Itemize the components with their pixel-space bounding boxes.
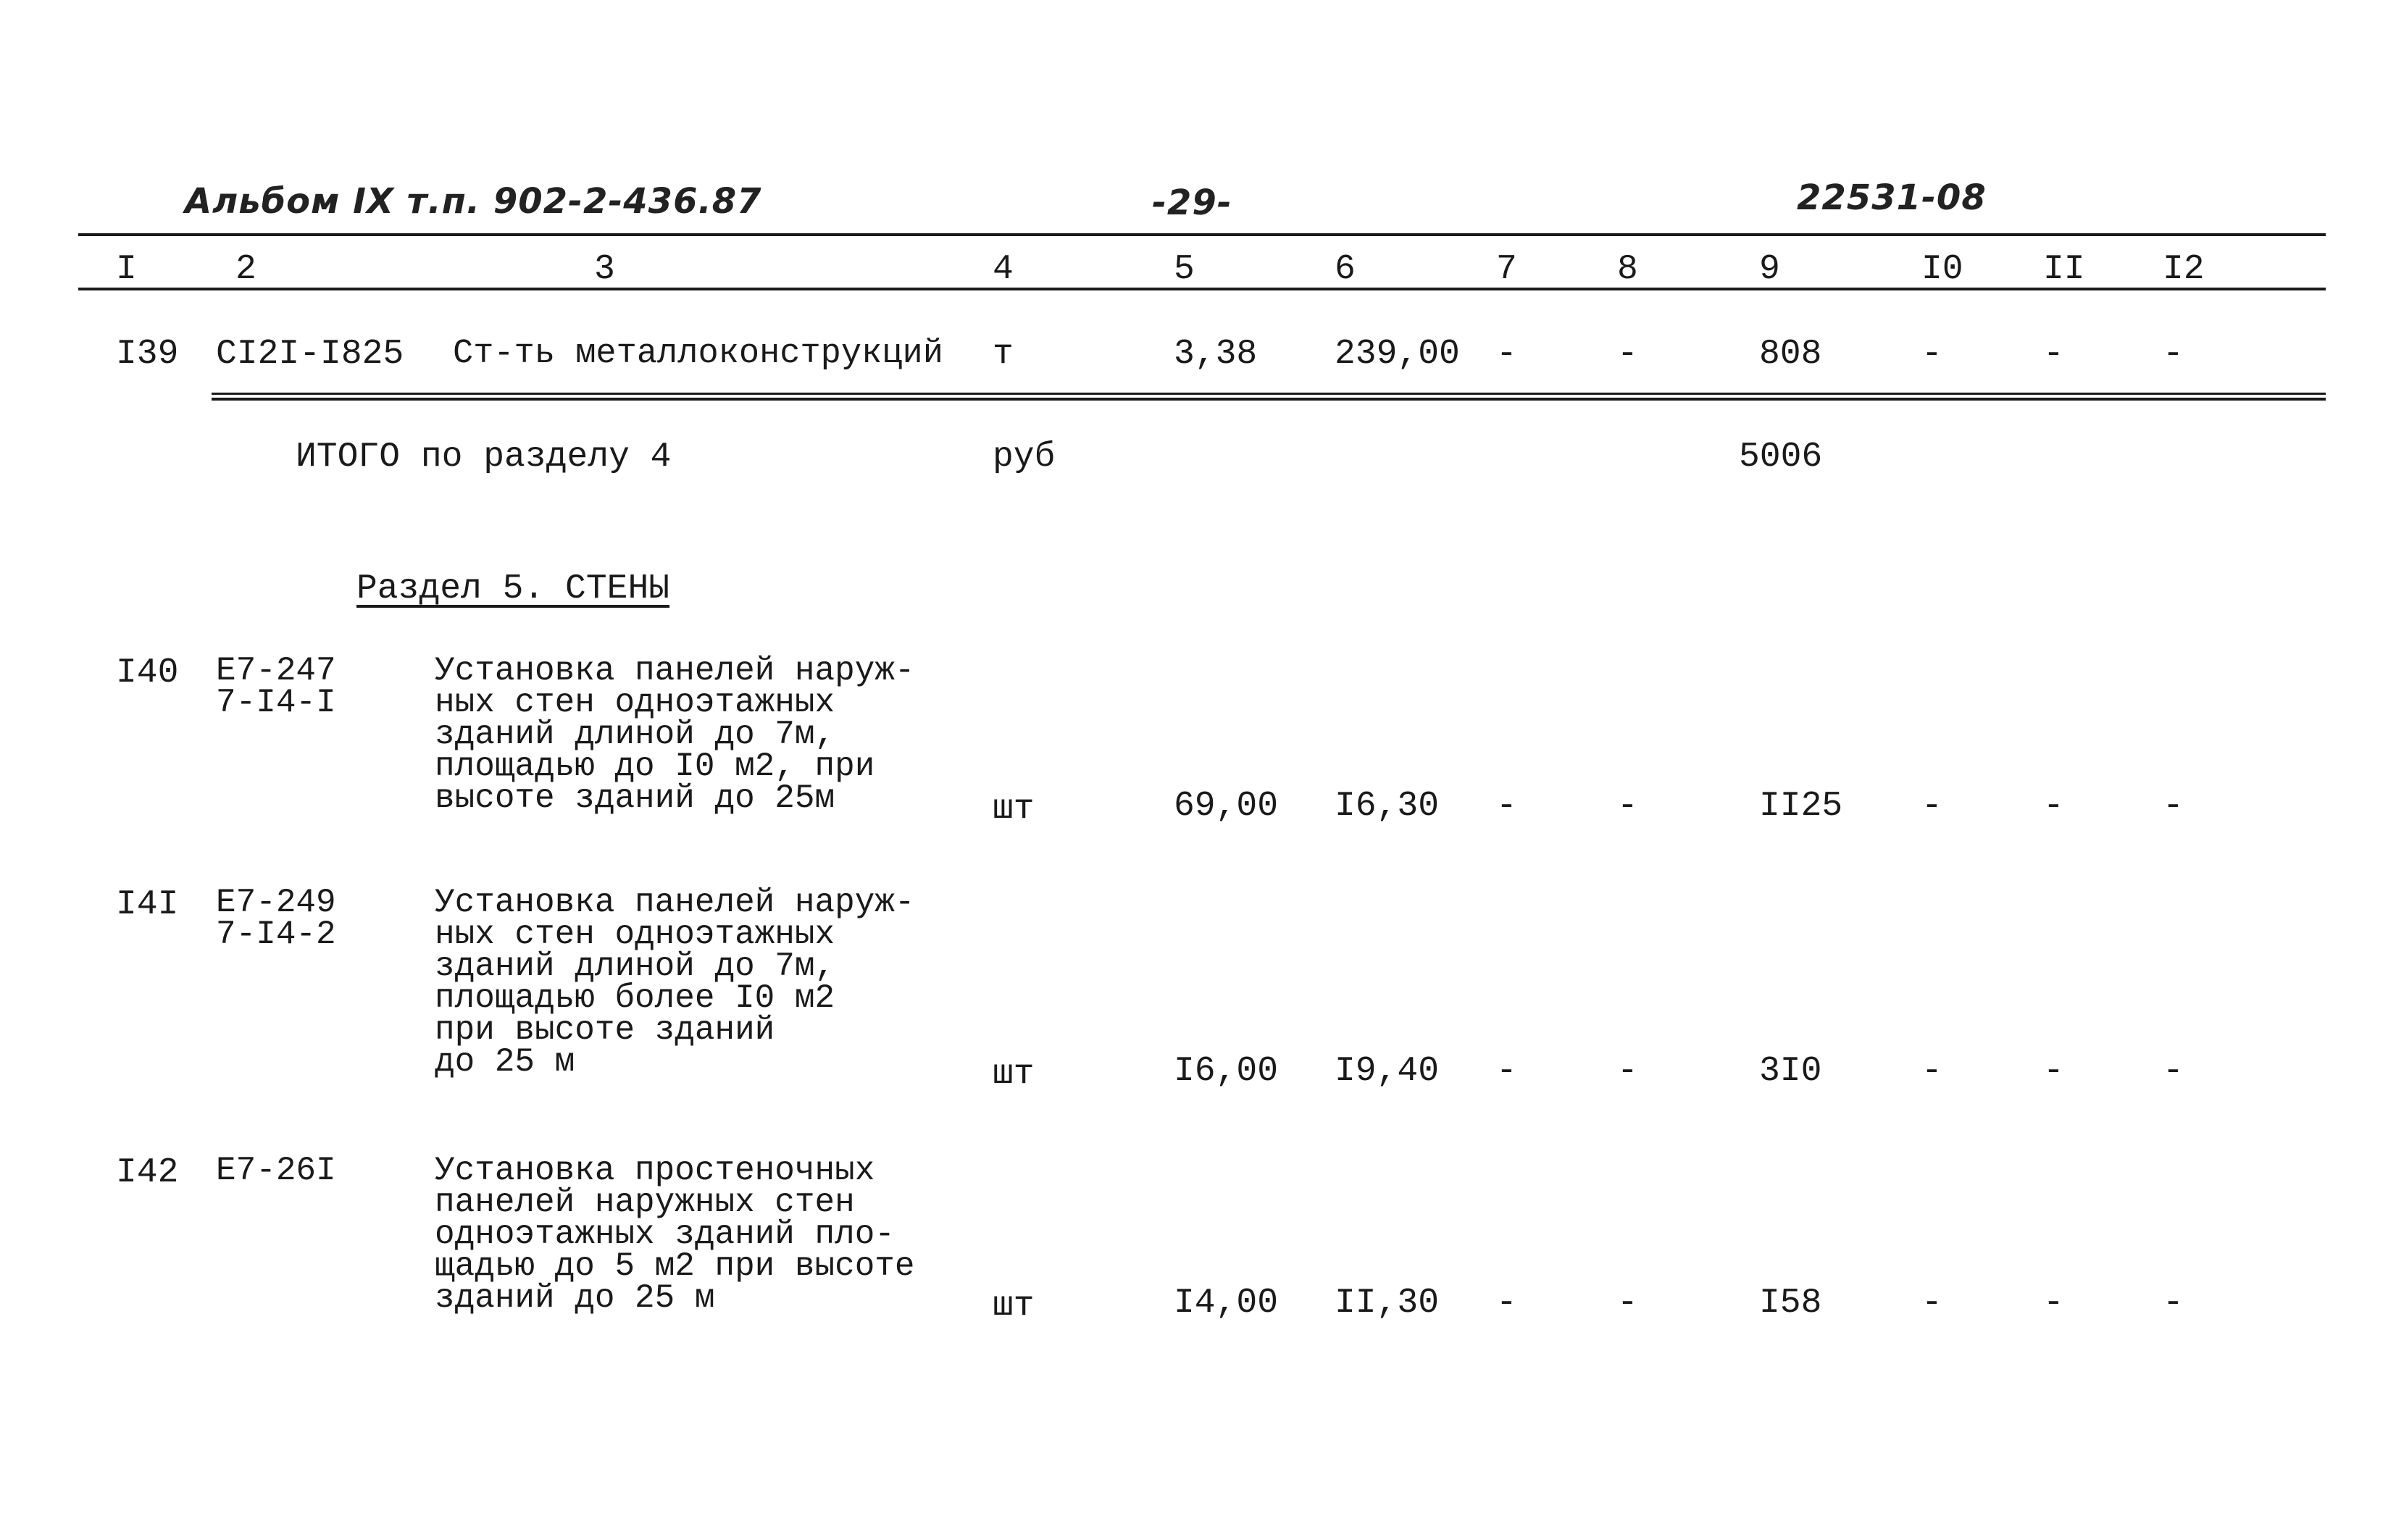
col10-value: - xyxy=(1921,787,1942,826)
quantity: I6,00 xyxy=(1174,1052,1279,1091)
rate-code: E7-247 7-I4-I xyxy=(216,652,336,721)
subtotal-unit: руб xyxy=(993,438,1056,477)
unit-price: II,30 xyxy=(1335,1284,1440,1323)
col8-value: - xyxy=(1617,787,1638,826)
total-cost: 808 xyxy=(1759,335,1822,374)
unit: т xyxy=(993,335,1014,374)
col-header-8: 8 xyxy=(1617,250,1638,289)
col11-value: - xyxy=(2043,787,2064,826)
col-header-10: I0 xyxy=(1921,250,1963,289)
col10-value: - xyxy=(1921,1284,1942,1323)
work-description: Установка простеночных панелей наружных стен одноэтажных зданий пло- щадью до 5 м2 при высоте зданий до 25 м xyxy=(435,1152,915,1317)
col-header-2: 2 xyxy=(235,250,256,289)
rate-code: E7-26I xyxy=(216,1152,336,1189)
quantity: I4,00 xyxy=(1174,1284,1279,1323)
quantity: 69,00 xyxy=(1174,787,1279,826)
col7-value: - xyxy=(1496,1284,1517,1323)
unit: шт xyxy=(993,1055,1035,1094)
header-top-rule xyxy=(78,233,2326,236)
col12-value: - xyxy=(2163,787,2184,826)
col8-value: - xyxy=(1617,1052,1638,1091)
total-cost: I58 xyxy=(1759,1284,1822,1323)
col-header-12: I2 xyxy=(2163,250,2205,289)
rate-code: CI2I-I825 xyxy=(216,335,404,374)
col7-value: - xyxy=(1496,335,1517,374)
unit: шт xyxy=(993,790,1035,829)
col7-value: - xyxy=(1496,787,1517,826)
row-number: I39 xyxy=(116,335,179,374)
col-header-6: 6 xyxy=(1335,250,1356,289)
album-reference: Альбом IX т.п. 902-2-436.87 xyxy=(185,181,762,222)
col11-value: - xyxy=(2043,1052,2064,1091)
rate-code: E7-249 7-I4-2 xyxy=(216,884,336,953)
col12-value: - xyxy=(2163,1284,2184,1323)
col10-value: - xyxy=(1921,335,1942,374)
col8-value: - xyxy=(1617,1284,1638,1323)
row-number: I4I xyxy=(116,885,179,924)
col12-value: - xyxy=(2163,1052,2184,1091)
subtotal-total: 5006 xyxy=(1739,438,1823,477)
row-number: I42 xyxy=(116,1153,179,1192)
section-heading: Раздел 5. СТЕНЫ xyxy=(356,569,670,608)
col11-value: - xyxy=(2043,335,2064,374)
col-header-3: 3 xyxy=(594,250,615,289)
subtotal-rule-top xyxy=(212,393,2326,395)
work-description: Установка панелей наруж- ных стен одноэтажных зданий длиной до 7м, площадью более I0 м2 при высоте зданий до 25 м xyxy=(435,884,915,1081)
subtotal-rule-bottom xyxy=(212,398,2326,401)
col-header-7: 7 xyxy=(1496,250,1517,289)
work-description: Установка панелей наруж- ных стен одноэтажных зданий длиной до 7м, площадью до I0 м2, при высоте зданий до 25м xyxy=(435,652,915,817)
unit-price: I9,40 xyxy=(1335,1052,1440,1091)
col-header-5: 5 xyxy=(1174,250,1195,289)
col8-value: - xyxy=(1617,335,1638,374)
unit-price: I6,30 xyxy=(1335,787,1440,826)
col10-value: - xyxy=(1921,1052,1942,1091)
col-header-4: 4 xyxy=(993,250,1014,289)
page-number: -29- xyxy=(1152,183,1232,223)
document-code: 22531-08 xyxy=(1797,177,1987,218)
total-cost: II25 xyxy=(1759,787,1843,826)
col7-value: - xyxy=(1496,1052,1517,1091)
col-header-11: II xyxy=(2043,250,2085,289)
quantity: 3,38 xyxy=(1174,335,1258,374)
unit-price: 239,00 xyxy=(1335,335,1460,374)
work-description: Ст-ть металлоконструкций xyxy=(453,335,943,373)
col11-value: - xyxy=(2043,1284,2064,1323)
col-header-9: 9 xyxy=(1759,250,1780,289)
header-bottom-rule xyxy=(78,288,2326,290)
total-cost: 3I0 xyxy=(1759,1052,1822,1091)
row-number: I40 xyxy=(116,653,179,692)
col-header-1: I xyxy=(116,250,137,289)
unit: шт xyxy=(993,1286,1035,1326)
col12-value: - xyxy=(2163,335,2184,374)
subtotal-label: ИТОГО по разделу 4 xyxy=(296,438,672,477)
